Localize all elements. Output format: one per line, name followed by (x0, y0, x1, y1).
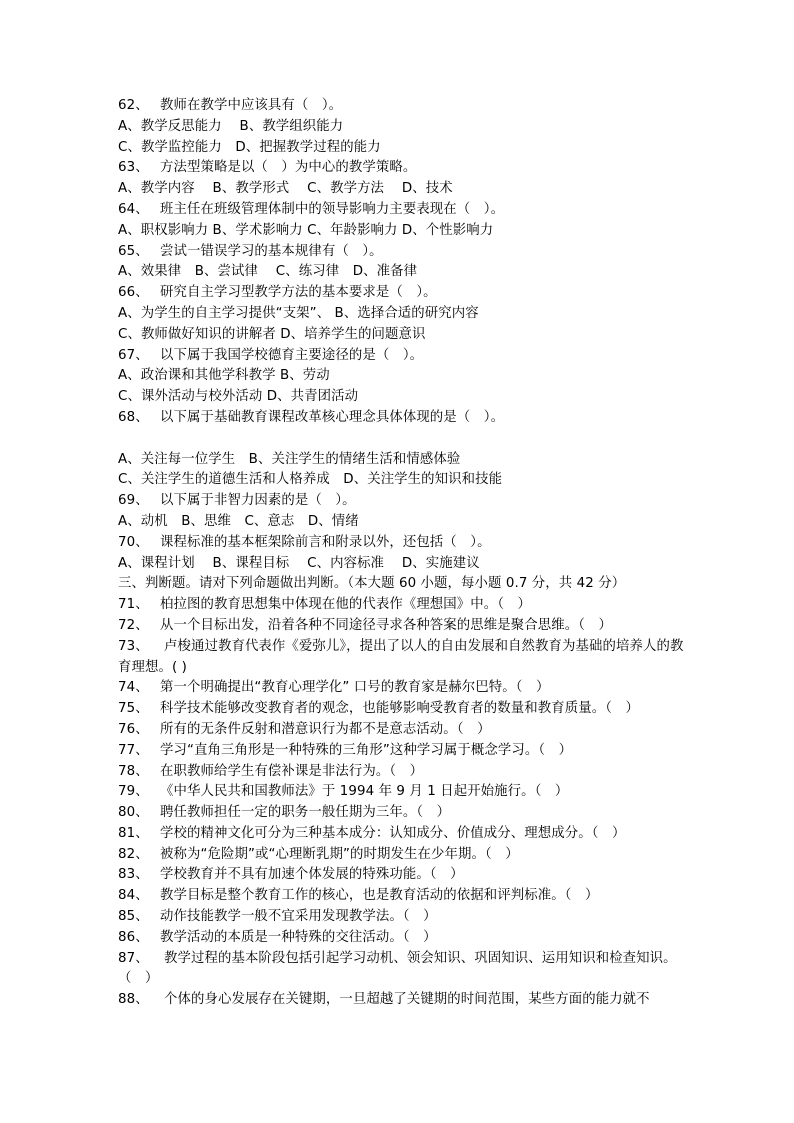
item-text: A、教学内容 B、教学形式 C、教学方法 D、技术 (118, 181, 453, 197)
item-text: A、课程计划 B、课程目标 C、内容标准 D、实施建议 (118, 555, 480, 571)
item-text: 尝试一错误学习的基本规律有（ ）。 (160, 243, 383, 259)
item-number: 68、 (118, 409, 149, 425)
item-number: 78、 (118, 763, 149, 779)
statement-line (118, 949, 684, 991)
statement-line (118, 699, 684, 720)
item-text: 动作技能教学一般不宜采用发现教学法。（ ） (160, 909, 437, 925)
item-number: 84、 (118, 888, 149, 904)
item-text: 从一个目标出发，沿着各种不同途径寻求各种答案的思维是聚合思维。（ ） (160, 617, 612, 633)
item-text: A、职权影响力 B、学术影响力 C、年龄影响力 D、个性影响力 (118, 222, 494, 238)
question-line (118, 242, 684, 263)
statement-line (118, 782, 684, 803)
item-text: A、教学反思能力 B、教学组织能力 (118, 118, 344, 134)
options-line (118, 387, 684, 408)
item-number: 81、 (118, 825, 149, 841)
options-line (118, 512, 684, 533)
statement-line (118, 865, 684, 886)
item-number: 67、 (118, 347, 149, 363)
blank-line (118, 429, 684, 450)
question-line (118, 283, 684, 304)
item-number: 70、 (118, 534, 149, 550)
item-text: 被称为“危险期”或“心理断乳期”的时期发生在少年期。（ ） (160, 846, 519, 862)
item-text: 第一个明确提出“教育心理学化” 口号的教育家是赫尔巴特。（ ） (160, 680, 550, 696)
item-number: 64、 (118, 201, 149, 217)
options-line (118, 450, 684, 471)
statement-line (118, 616, 684, 637)
options-line (118, 221, 684, 242)
item-text: A、动机 B、思维 C、意志 D、情绪 (118, 513, 359, 529)
item-text: 教师在教学中应该具有（ ）。 (160, 98, 343, 113)
item-text: 方法型策略是以（ ）为中心的教学策略。 (160, 160, 417, 176)
item-number: 74、 (118, 680, 149, 696)
item-text: 教学目标是整个教育工作的核心，也是教育活动的依据和评判标准。（ ） (160, 888, 599, 904)
question-line (118, 158, 684, 179)
item-text: 聘任教师担任一定的职务一般任期为三年。（ ） (160, 805, 451, 821)
item-text: C、课外活动与校外活动 D、共青团活动 (118, 389, 359, 405)
options-line (118, 366, 684, 387)
statement-line (118, 803, 684, 824)
statement-line (118, 595, 684, 616)
document-page (118, 96, 684, 1011)
options-line (118, 470, 684, 491)
item-number: 86、 (118, 929, 149, 945)
item-text: 研究自主学习型教学方法的基本要求是（ ）。 (160, 285, 437, 301)
item-text: 以下属于非智力因素的是（ ）。 (160, 493, 356, 509)
item-number: 88、 (118, 992, 149, 1008)
question-line (118, 408, 684, 429)
statement-line (118, 824, 684, 845)
question-line (118, 346, 684, 367)
statement-line (118, 762, 684, 783)
item-number: 79、 (118, 784, 149, 800)
item-text: 学习“直角三角形是一种特殊的三角形”这种学习属于概念学习。（ ） (160, 742, 573, 758)
item-number: 77、 (118, 742, 149, 758)
item-text: 学校的精神文化可分为三种基本成分：认知成分、价值成分、理想成分。（ ） (160, 825, 626, 841)
item-text: 教学过程的基本阶段包括引起学习动机、领会知识、巩固知识、运用知识和检查知识。（ ） (118, 950, 677, 987)
question-line (118, 533, 684, 554)
item-text: A、为学生的自主学习提供“支架”、 B、选择合适的研究内容 (118, 305, 479, 321)
section-heading (118, 574, 684, 595)
statement-line (118, 886, 684, 907)
item-text: C、教师做好知识的讲解者 D、培养学生的问题意识 (118, 326, 426, 342)
item-number: 76、 (118, 721, 149, 737)
item-number: 85、 (118, 909, 149, 925)
statement-line (118, 990, 684, 1011)
statement-line (118, 637, 684, 679)
item-text: 卢梭通过教育代表作《爱弥儿》，提出了以人的自由发展和自然教育为基础的培养人的教育理想。( ) (118, 638, 684, 675)
question-line (118, 200, 684, 221)
item-text: 教学活动的本质是一种特殊的交往活动。（ ） (160, 929, 437, 945)
item-text: A、效果律 B、尝试律 C、练习律 D、准备律 (118, 264, 418, 280)
statement-line (118, 845, 684, 866)
item-text: 三、判断题。请对下列命题做出判断。（本大题 60 小题，每小题 0.7 分，共 42 分） (118, 576, 626, 592)
item-text: C、关注学生的道德生活和人格养成 D、关注学生的知识和技能 (118, 472, 503, 488)
options-line (118, 179, 684, 200)
item-text: 班主任在班级管理体制中的领导影响力主要表现在（ ）。 (160, 201, 505, 217)
options-line (118, 262, 684, 283)
item-number: 75、 (118, 701, 149, 717)
item-number: 63、 (118, 160, 149, 176)
question-line (118, 491, 684, 512)
item-text: C、教学监控能力 D、把握教学过程的能力 (118, 139, 381, 155)
question-line (118, 96, 684, 117)
item-number: 83、 (118, 867, 149, 883)
item-number: 87、 (118, 950, 149, 966)
item-text: 所有的无条件反射和潜意识行为都不是意志活动。（ ） (160, 721, 491, 737)
item-text: 课程标准的基本框架除前言和附录以外，还包括（ ）。 (160, 534, 491, 550)
options-line (118, 117, 684, 138)
item-number: 82、 (118, 846, 149, 862)
item-text: 在职教师给学生有偿补课是非法行为。（ ） (160, 763, 424, 779)
item-text: 柏拉图的教育思想集中体现在他的代表作《理想国》中。（ ） (160, 597, 532, 613)
item-number: 72、 (118, 617, 149, 633)
item-number: 65、 (118, 243, 149, 259)
item-text: 以下属于我国学校德育主要途径的是（ ）。 (160, 347, 424, 363)
statement-line (118, 907, 684, 928)
item-number: 62、 (118, 98, 149, 113)
options-line (118, 304, 684, 325)
item-number: 71、 (118, 597, 149, 613)
options-line (118, 554, 684, 575)
item-text: A、关注每一位学生 B、关注学生的情绪生活和情感体验 (118, 451, 461, 467)
item-text: 学校教育并不具有加速个体发展的特殊功能。（ ） (160, 867, 464, 883)
item-text: 以下属于基础教育课程改革核心理念具体体现的是（ ）。 (160, 409, 505, 425)
statement-line (118, 928, 684, 949)
item-number: 80、 (118, 805, 149, 821)
item-text: A、政治课和其他学科教学 B、劳动 (118, 368, 330, 384)
options-line (118, 325, 684, 346)
item-number: 73、 (118, 638, 149, 654)
item-text: 《中华人民共和国教师法》于 1994 年 9 月 1 日起开始施行。（ ） (160, 784, 569, 800)
item-number: 66、 (118, 285, 149, 301)
options-line (118, 138, 684, 159)
item-text: 个体的身心发展存在关键期，一旦超越了关键期的时间范围，某些方面的能力就不 (164, 992, 650, 1008)
item-number: 69、 (118, 493, 149, 509)
statement-line (118, 678, 684, 699)
statement-line (118, 741, 684, 762)
statement-line (118, 720, 684, 741)
item-text: 科学技术能够改变教育者的观念，也能够影响受教育者的数量和教育质量。（ ） (160, 701, 639, 717)
